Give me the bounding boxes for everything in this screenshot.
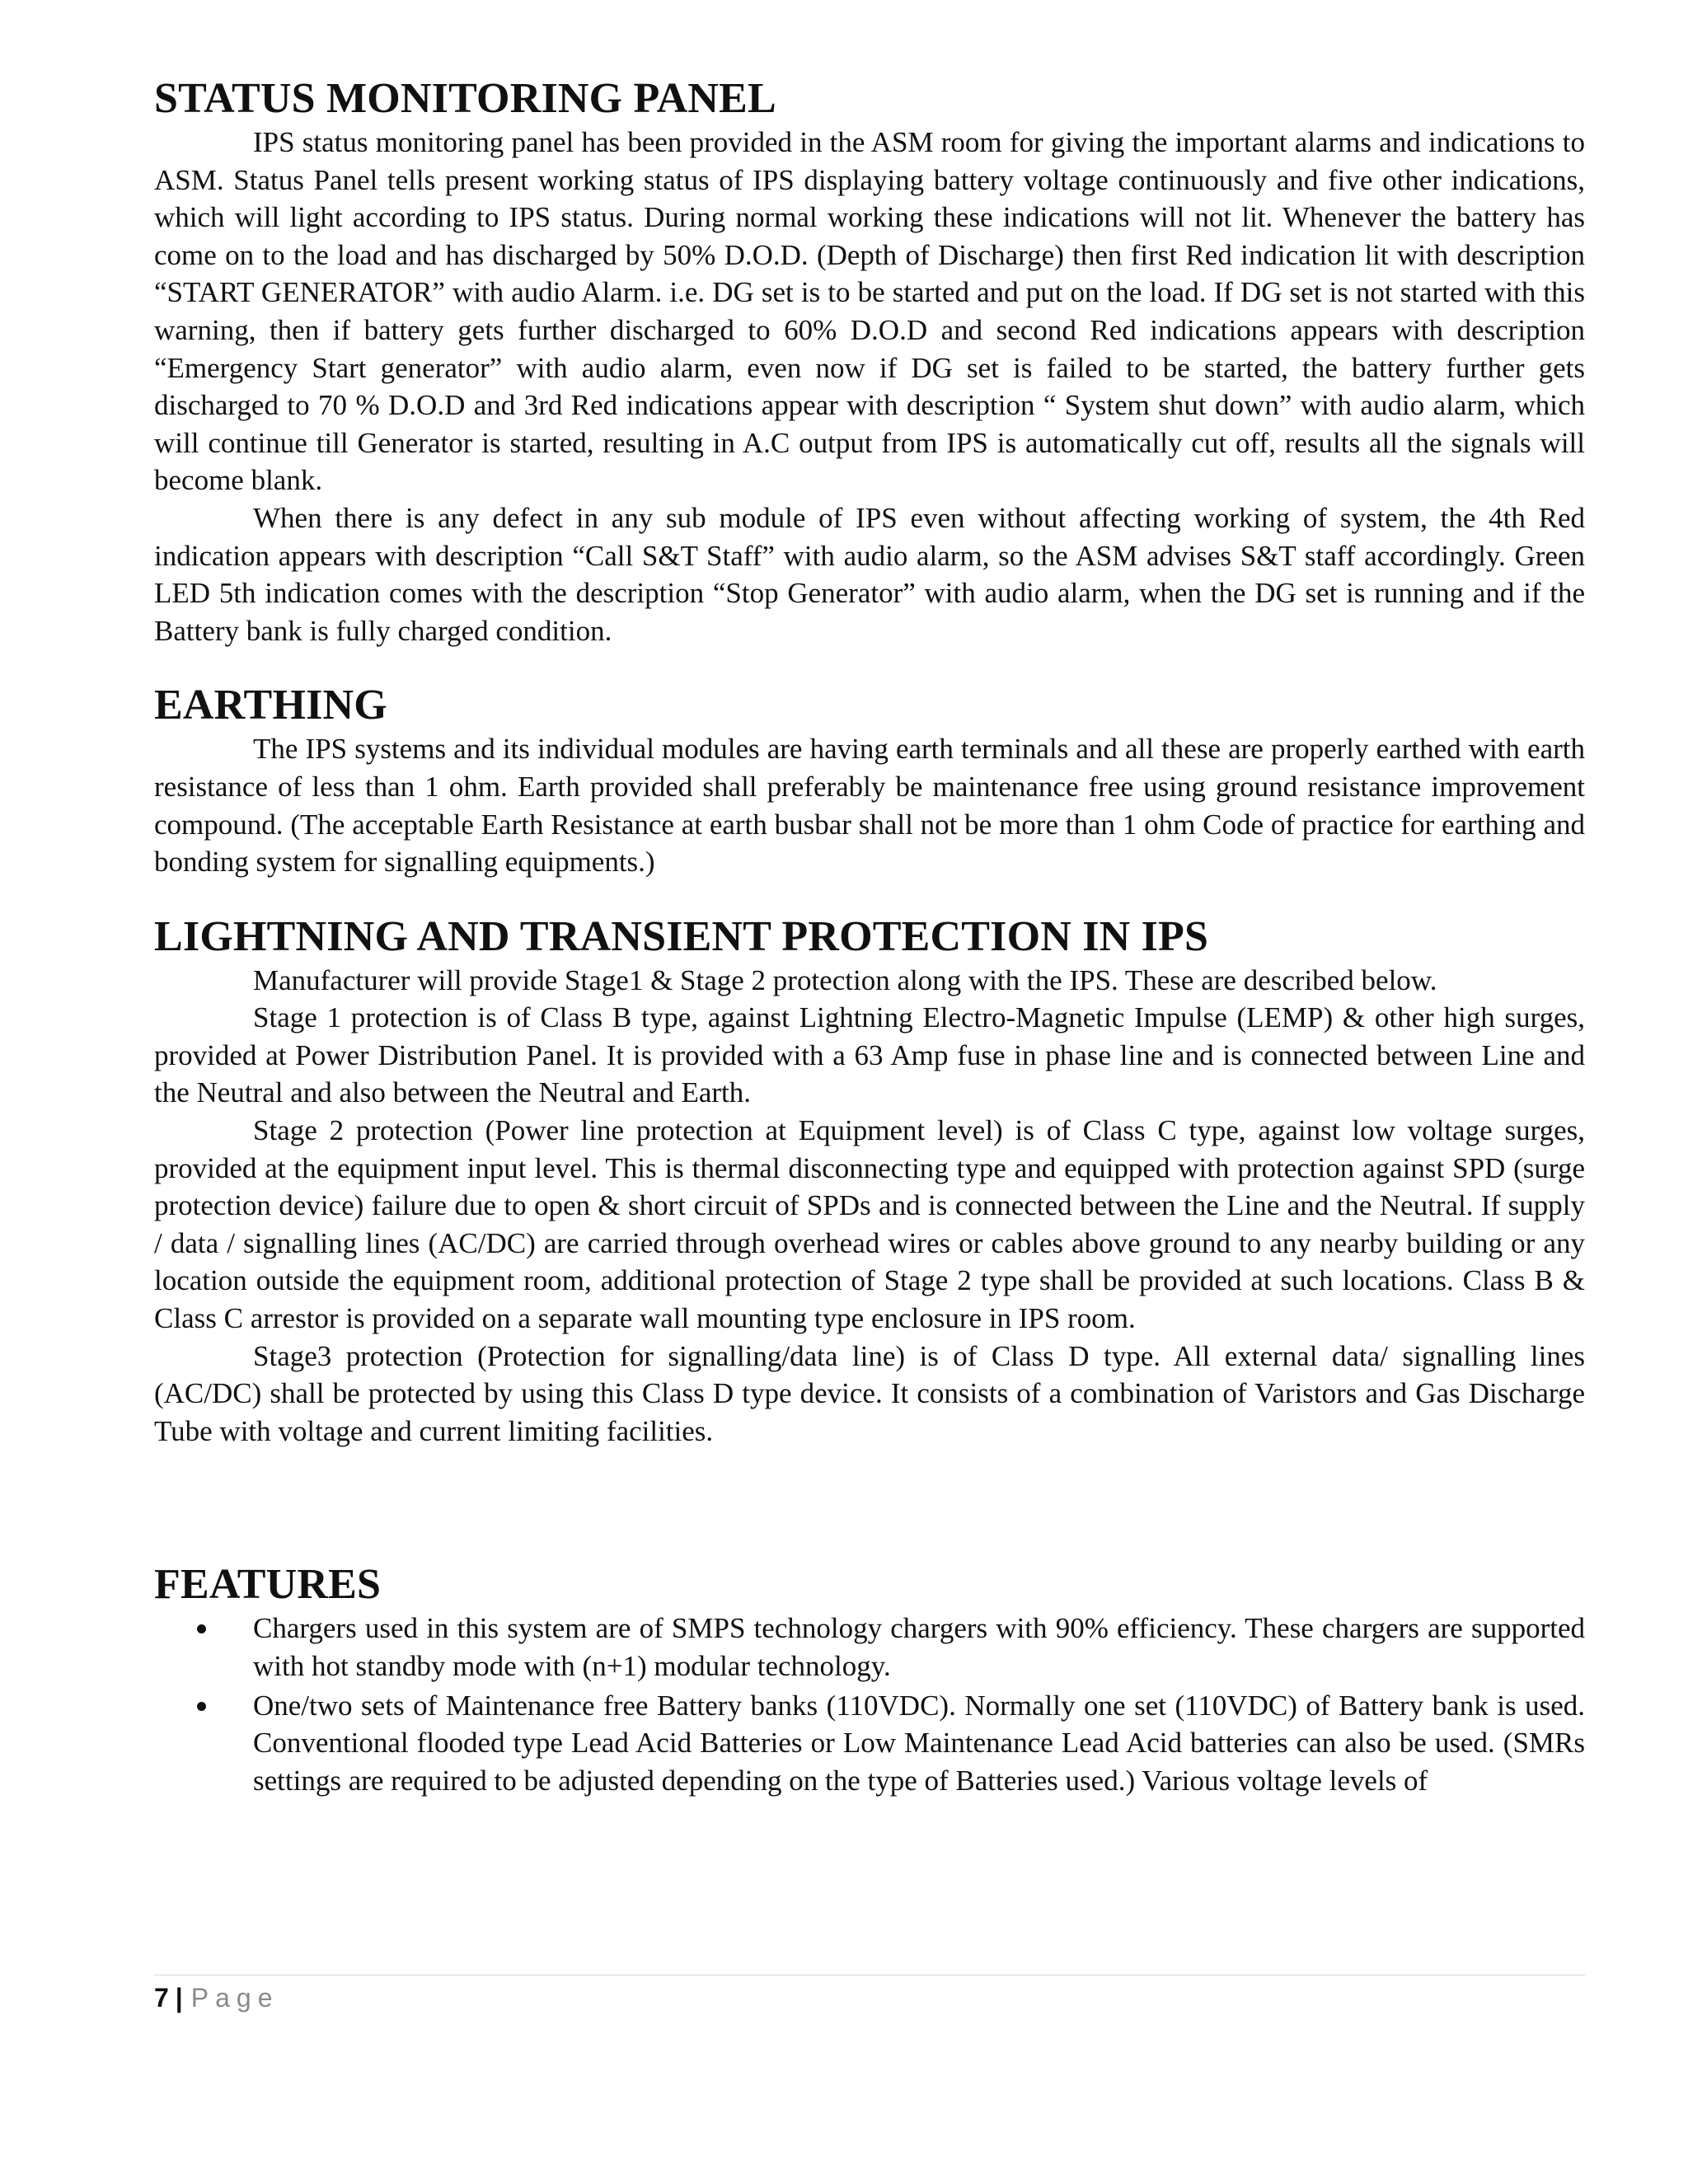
page-number: 7 [154,1983,169,2013]
heading-features: FEATURES [154,1561,382,1609]
features-bullet-1-text: Chargers used in this system are of SMPS technology chargers with 90% efficiency. These chargers are supported with hot standby mode with (n+1) modular technology. [253,1612,1585,1682]
footer-separator: | [175,1983,183,2013]
section-lightning-protection [154,912,1585,1451]
paragraph-earthing-1: The IPS systems and its individual modules are having earth terminals and all these are properly earthed with earth resistance of less than 1 ohm. Earth provided shall preferably be maintenance free using ground resistance improvement compound. (The acceptable Earth Resistance at earth busbar shall not be more than 1 ohm Code of practice for earthing and bonding system for signalling equipments.) [154,733,1585,879]
features-list [154,1610,1585,1799]
section-status-monitoring-panel [154,74,1585,649]
list-item [154,1687,1585,1800]
list-item [154,1610,1585,1685]
features-bullet-2-text: One/two sets of Maintenance free Battery banks (110VDC). Normally one set (110VDC) of Battery bank is used. Conventional flooded type Lead Acid Batteries or Low Maintenance Lead Acid batteries can also be used. (SMRs settings are required to be adjusted depending on the type of Batteries used.) Various voltage levels of [253,1689,1585,1797]
heading-earthing: EARTHING [154,682,387,729]
page-footer [154,1981,279,2014]
paragraph-lightning-3: Stage 2 protection (Power line protection at Equipment level) is of Class C type, against low voltage surges, provided at the equipment input level. This is thermal disconnecting type and equipped with protection against SPD (surge protection device) failure due to open & short circuit of SPDs and is connected between the Line and the Neutral. If supply / data / signalling lines (AC/DC) are carried through overhead wires or cables above ground to any nearby building or any location outside the equipment room, additional protection of Stage 2 type shall be provided at such locations. Class B & Class C arrestor is provided on a separate wall mounting type enclosure in IPS room. [154,1114,1585,1335]
bullet-icon [197,1702,206,1711]
heading-status-monitoring-panel: STATUS MONITORING PANEL [154,75,776,122]
section-features [154,1560,1585,1799]
paragraph-lightning-2: Stage 1 protection is of Class B type, against Lightning Electro-Magnetic Impulse (LEMP) & other high surges, provided at Power Distribution Panel. It is provided with a 63 Amp fuse in phase line and is connected between Line and the Neutral and also between the Neutral and Earth. [154,1001,1585,1109]
paragraph-status-1: IPS status monitoring panel has been provided in the ASM room for giving the important alarms and indications to ASM. Status Panel tells present working status of IPS displaying battery voltage continuously and five other indications, which will light according to IPS status. During normal working these indications will not lit. Whenever the battery has come on to the load and has discharged by 50% D.O.D. (Depth of Discharge) then first Red indication lit with description “START GENERATOR” with audio Alarm. i.e. DG set is to be started and put on the load. If DG set is not started with this warning, then if battery gets further discharged to 60% D.O.D and second Red indications appears with description “Emergency Start generator” with audio alarm, even now if DG set is failed to be started, the battery further gets discharged to 70 % D.O.D and 3rd Red indications appear with description “ System shut down” with audio alarm, which will continue till Generator is started, resulting in A.C output from IPS is automatically cut off, results all the signals will become blank. [154,126,1585,497]
document-page [154,74,1585,1801]
paragraph-lightning-4: Stage3 protection (Protection for signalling/data line) is of Class D type. All external data/ signalling lines (AC/DC) shall be protected by using this Class D type device. It consists of a combination of Varistors and Gas Discharge Tube with voltage and current limiting facilities. [154,1339,1585,1447]
section-earthing [154,681,1585,880]
paragraph-status-2: When there is any defect in any sub module of IPS even without affecting working of system, the 4th Red indication appears with description “Call S&T Staff” with audio alarm, so the ASM advises S&T staff accordingly. Green LED 5th indication comes with the description “Stop Generator” with audio alarm, when the DG set is running and if the Battery bank is fully charged condition. [154,501,1585,647]
paragraph-lightning-1: Manufacturer will provide Stage1 & Stage 2 protection along with the IPS. These are described below. [253,963,1437,996]
bullet-icon [197,1624,206,1633]
page-label: Page [190,1983,279,2013]
heading-lightning-protection: LIGHTNING AND TRANSIENT PROTECTION IN IPS [154,912,1209,960]
